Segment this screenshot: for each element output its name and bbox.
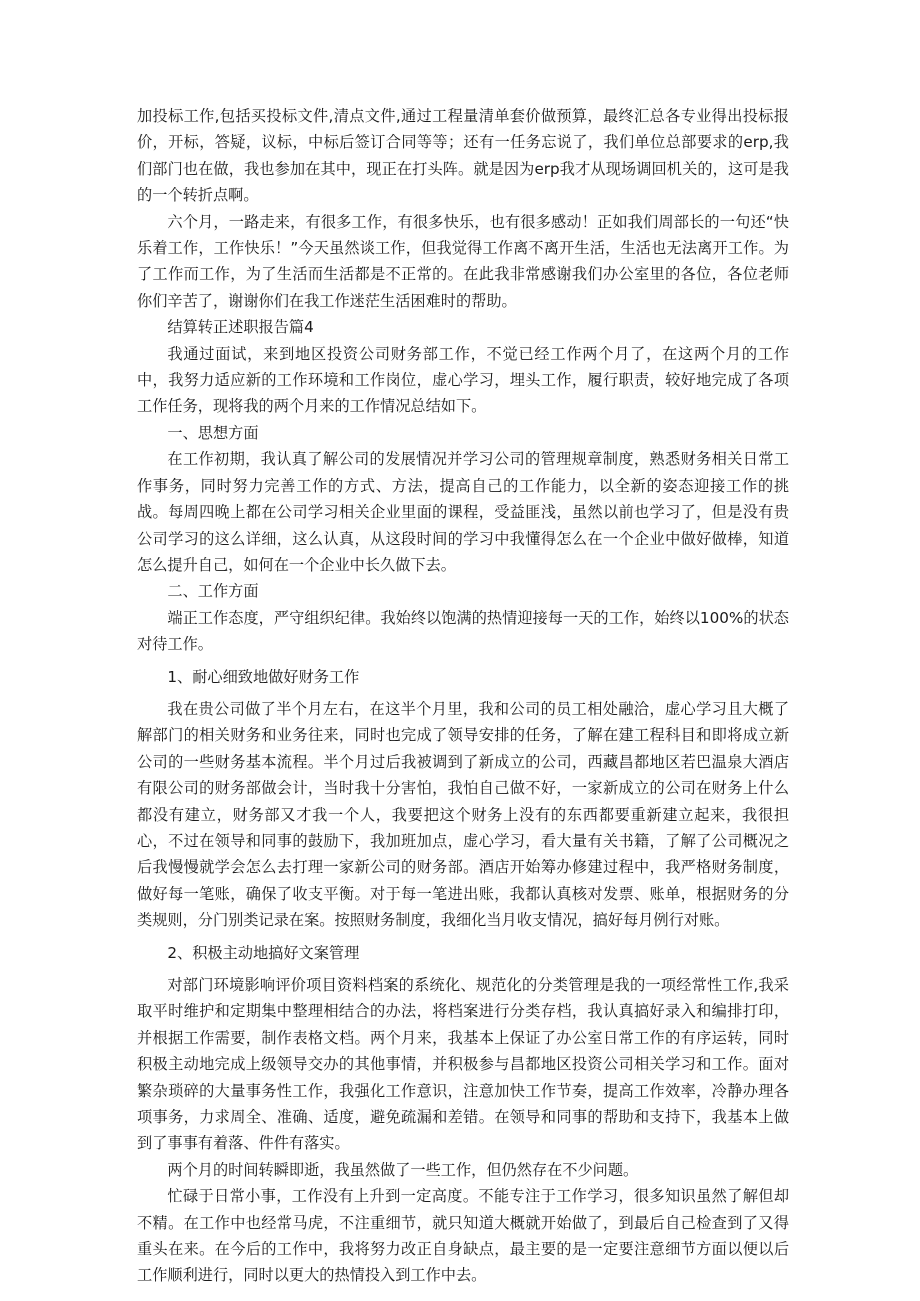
paragraph-six-months: 六个月，一路走来，有很多工作，有很多快乐，也有很多感动！正如我们周部长的一句还“快乐着工作，工作快乐！”今天虽然谈工作，但我觉得工作离不离开生活，生活也无法离开工作。为了工作而工作，为了生活而生活都是不正常的。在此我非常感谢我们办公室里的各位，各位老师你们辛苦了，谢谢你们在我工作迷茫生活困难时的帮助。 — [137, 212, 789, 310]
paragraph-thought: 在工作初期，我认真了解公司的发展情况并学习公司的管理规章制度，熟悉财务相关日常工作事务，同时努力完善工作的方式、方法，提高自己的工作能力，以全新的姿态迎接工作的挑战。每周四晚上都在公司学习相关企业里面的课程，受益匪浅，虽然以前也学习了，但是没有贵公司学习的这么详细，这么认真，从这段时间的学习中我懂得怎么在一个企业中做好做棒，知道怎么提升自己，如何在一个企业中长久做下去。 — [137, 450, 789, 574]
paragraph-documents: 对部门环境影响评价项目资料档案的系统化、规范化的分类管理是我的一项经常性工作,我采取平时维护和定期集中整理相结合的办法，将档案进行分类存档，我认真搞好录入和编排打印，并根据工作需要，制作表格文档。两个月来，我基本上保证了办公室日常工作的有序运转，同时积极主动地完成上级领导交办的其他事情，并积极参与昌都地区投资公司相关学习和工作。面对繁杂琐碎的大量事务性工作，我强化工作意识，注意加快工作节奏，提高工作效率，冷静办理各项事务，力求周全、准确、适度，避免疏漏和差错。在领导和同事的帮助和支持下，我基本上做到了事事有着落、件件有落实。 — [137, 976, 789, 1153]
paragraph-bidding-work: 加投标工作,包括买投标文件,清点文件,通过工程量清单套价做预算，最终汇总各专业得出投标报价，开标，答疑，议标，中标后签订合同等等；还有一任务忘说了，我们单位总部要求的erp,我们部门也在做，我也参加在其中，现正在打头阵。就是因为erp我才从现场调回机关的，这可是我的一个转折点啊。 — [137, 107, 789, 205]
paragraph-shortcomings: 忙碌于日常小事，工作没有上升到一定高度。不能专注于工作学习，很多知识虽然了解但却不精。在工作中也经常马虎，不注重细节，就只知道大概就开始做了，到最后自己检查到了又得重头在来。在今后的工作中，我将努力改正自身缺点，最主要的是一定要注意细节方面以便以后工作顺利进行，同时以更大的热情投入到工作中去。 — [137, 1187, 789, 1285]
paragraph-introduction: 我通过面试，来到地区投资公司财务部工作，不觉已经工作两个月了，在这两个月的工作中，我努力适应新的工作环境和工作岗位，虚心学习，埋头工作，履行职责，较好地完成了各项工作任务，现将我的两个月来的工作情况总结如下。 — [137, 344, 789, 416]
subsection-heading-documents: 2、积极主动地搞好文案管理 — [167, 943, 360, 962]
paragraph-two-months: 两个月的时间转瞬即逝，我虽然做了一些工作，但仍然存在不少问题。 — [167, 1160, 639, 1179]
section-heading-work: 二、工作方面 — [167, 582, 259, 601]
subsection-heading-finance: 1、耐心细致地做好财务工作 — [167, 667, 360, 686]
paragraph-finance: 我在贵公司做了半个月左右，在这半个月里，我和公司的员工相处融洽，虚心学习且大概了解部门的相关财务和业务往来，同时也完成了领导安排的任务，了解在建工程科目和即将成立新公司的一些财务基本流程。半个月过后我被调到了新成立的公司，西藏昌都地区若巴温泉大酒店有限公司的财务部做会计，当时我十分害怕，我怕自己做不好，一家新成立的公司在财务上什么都没有建立，财务部又才我一个人，我要把这个财务上没有的东西都要重新建立起来，我很担心，不过在领导和同事的鼓励下，我加班加点，虚心学习，看大量有关书籍，了解了公司概况之后我慢慢就学会怎么去打理一家新公司的财务部。酒店开始筹办修建过程中，我严格财务制度，做好每一笔账，确保了收支平衡。对于每一笔进出账，我都认真核对发票、账单，根据财务的分类规则，分门别类记录在案。按照财务制度，我细化当月收支情况，搞好每月例行对账。 — [137, 699, 789, 930]
report-title-4: 结算转正述职报告篇4 — [167, 318, 314, 337]
section-heading-thought: 一、思想方面 — [167, 423, 259, 442]
paragraph-work-attitude: 端正工作态度，严守组织纪律。我始终以饱满的热情迎接每一天的工作，始终以100%的状态对待工作。 — [137, 608, 789, 654]
document-page — [137, 103, 789, 1289]
